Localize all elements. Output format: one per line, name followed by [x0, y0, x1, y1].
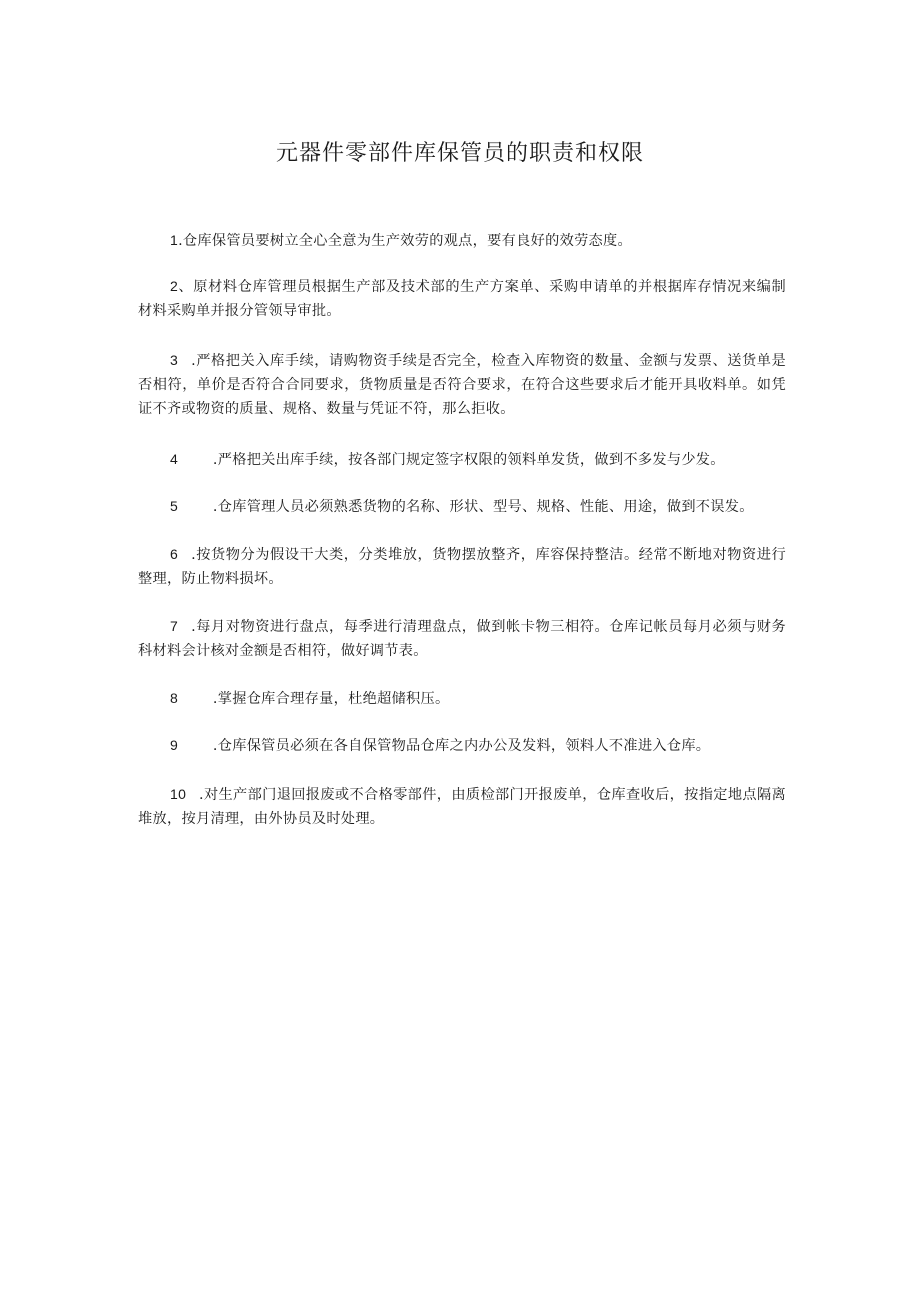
clause-3 — [138, 348, 786, 421]
clause-separator: . — [178, 233, 183, 249]
clause-number: 1 — [170, 232, 179, 248]
clause-text: 仓库管理人员必须熟悉货物的名称、形状、型号、规格、性能、用途，做到不误发。 — [217, 499, 754, 515]
clause-6 — [138, 542, 786, 591]
clause-text: 仓库保管员必须在各自保管物品仓库之内办公及发料，领料人不准进入仓库。 — [217, 738, 711, 754]
clause-separator: 、 — [178, 279, 194, 295]
clause-number: 3 — [170, 352, 179, 368]
clause-separator: . — [186, 619, 196, 635]
clause-separator: . — [208, 452, 218, 468]
clause-number: 10 — [170, 786, 187, 802]
clause-separator: . — [186, 547, 196, 563]
clause-text: 仓库保管员要树立全心全意为生产效劳的观点，要有良好的效劳态度。 — [182, 233, 633, 249]
document-title: 元器件零部件库保管员的职责和权限 — [275, 141, 644, 166]
clause-text: 对生产部门退回报废或不合格零部件，由质检部门开报废单，仓库查收后，按指定地点隔离堆放，按月清理，由外协员及时处理。 — [138, 787, 786, 827]
clause-4 — [138, 447, 786, 472]
clause-separator: . — [186, 353, 196, 369]
clause-number: 6 — [170, 546, 179, 562]
clause-7 — [138, 614, 786, 663]
clause-separator: . — [208, 691, 218, 707]
clause-5 — [138, 494, 786, 519]
clause-text: 原材料仓库管理员根据生产部及技术部的生产方案单、采购申请单的并根据库存情况来编制材料采购单并报分管领导审批。 — [138, 279, 786, 319]
clause-number: 4 — [170, 451, 179, 467]
clause-text: 严格把关入库手续，请购物资手续是否完全，检查入库物资的数量、金额与发票、送货单是否相符，单价是否符合合同要求，货物质量是否符合要求，在符合这些要求后才能开具收料单。如凭证不齐或物资的质量、规格、数量与凭证不符，那么拒收。 — [138, 353, 786, 417]
clause-number: 2 — [170, 278, 179, 294]
clause-separator: . — [194, 787, 204, 803]
clause-text: 每月对物资进行盘点，每季进行清理盘点，做到帐卡物三相符。仓库记帐员每月必须与财务科材料会计核对金额是否相符，做好调节表。 — [138, 619, 786, 659]
clause-text: 严格把关出库手续，按各部门规定签字权限的领料单发货，做到不多发与少发。 — [217, 452, 725, 468]
clause-text: 按货物分为假设干大类，分类堆放，货物摆放整齐，库容保持整洁。经常不断地对物资进行整理，防止物料损坏。 — [138, 547, 786, 587]
clause-text: 掌握仓库合理存量，杜绝超储积压。 — [217, 691, 450, 707]
clause-9 — [138, 733, 786, 758]
clause-number: 5 — [170, 498, 179, 514]
clause-8 — [138, 686, 786, 711]
clause-number: 9 — [170, 737, 179, 753]
clause-separator: . — [208, 738, 218, 754]
clause-separator: . — [208, 499, 218, 515]
clause-number: 8 — [170, 690, 179, 706]
clause-2 — [138, 274, 786, 323]
clause-number: 7 — [170, 618, 179, 634]
clause-1 — [138, 228, 786, 253]
clause-10 — [138, 782, 786, 831]
